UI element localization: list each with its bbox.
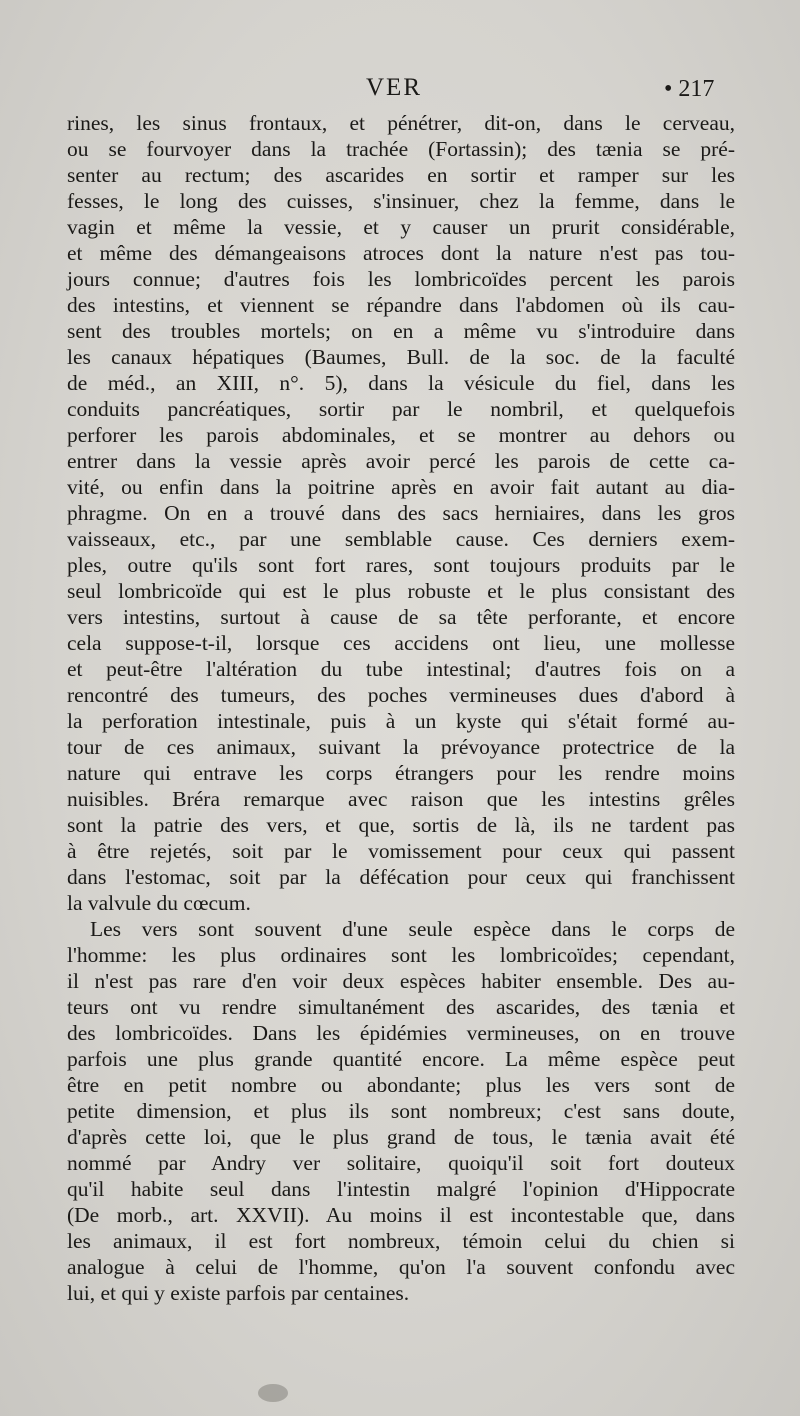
text-line: et même des démangeaisons atroces dont la nature n'est pas tou-	[67, 241, 735, 265]
text-line: perforer les parois abdominales, et se montrer au dehors ou	[67, 423, 735, 447]
text-line: vers intestins, surtout à cause de sa tête perforante, et encore	[67, 605, 735, 629]
text-line: petite dimension, et plus ils sont nombreux; c'est sans doute,	[67, 1099, 735, 1123]
text-line: les animaux, il est fort nombreux, témoin celui du chien si	[67, 1229, 735, 1253]
text-line: des lombricoïdes. Dans les épidémies vermineuses, on en trouve	[67, 1021, 735, 1045]
text-line: sent des troubles mortels; on en a même vu s'introduire dans	[67, 319, 735, 343]
text-line: vité, ou enfin dans la poitrine après en avoir fait autant au dia-	[67, 475, 735, 499]
text-line: parfois une plus grande quantité encore. La même espèce peut	[67, 1047, 735, 1071]
text-line: tour de ces animaux, suivant la prévoyance protectrice de la	[67, 735, 735, 759]
text-line: senter au rectum; des ascarides en sortir et ramper sur les	[67, 163, 735, 187]
page-header	[0, 74, 800, 114]
text-line: les canaux hépatiques (Baumes, Bull. de la soc. de la faculté	[67, 345, 735, 369]
text-line: la perforation intestinale, puis à un kyste qui s'était formé au-	[67, 709, 735, 733]
text-line: entrer dans la vessie après avoir percé les parois de cette ca-	[67, 449, 735, 473]
text-line: la valvule du cœcum.	[67, 891, 251, 915]
text-line: il n'est pas rare d'en voir deux espèces habiter ensemble. Des au-	[67, 969, 735, 993]
text-line: nature qui entrave les corps étrangers pour les rendre moins	[67, 761, 735, 785]
text-line: rines, les sinus frontaux, et pénétrer, dit-on, dans le cerveau,	[67, 111, 735, 135]
text-line: l'homme: les plus ordinaires sont les lombricoïdes; cependant,	[67, 943, 735, 967]
text-line: ples, outre qu'ils sont fort rares, sont toujours produits par le	[67, 553, 735, 577]
text-line: cela suppose-t-il, lorsque ces accidens ont lieu, une mollesse	[67, 631, 735, 655]
text-line: qu'il habite seul dans l'intestin malgré l'opinion d'Hippocrate	[67, 1177, 735, 1201]
text-line: conduits pancréatiques, sortir par le nombril, et quelquefois	[67, 397, 735, 421]
text-line: fesses, le long des cuisses, s'insinuer, chez la femme, dans le	[67, 189, 735, 213]
text-line: être en petit nombre ou abondante; plus les vers sont de	[67, 1073, 735, 1097]
text-line: de méd., an XIII, n°. 5), dans la vésicule du fiel, dans les	[67, 371, 735, 395]
text-line: ou se fourvoyer dans la trachée (Fortassin); des tænia se pré-	[67, 137, 735, 161]
text-line: des intestins, et viennent se répandre dans l'abdomen où ils cau-	[67, 293, 735, 317]
text-line: nuisibles. Bréra remarque avec raison que les intestins grêles	[67, 787, 735, 811]
text-line: vagin et même la vessie, et y causer un prurit considérable,	[67, 215, 735, 239]
text-line: et peut-être l'altération du tube intestinal; d'autres fois on a	[67, 657, 735, 681]
paragraph-1	[67, 110, 735, 916]
text-line: vaisseaux, etc., par une semblable cause. Ces derniers exem-	[67, 527, 735, 551]
text-line: (De morb., art. XXVII). Au moins il est incontestable que, dans	[67, 1203, 735, 1227]
text-line: dans l'estomac, soit par la défécation pour ceux qui franchissent	[67, 865, 735, 889]
paragraph-2	[67, 916, 735, 1306]
page-number: • 217	[664, 76, 715, 102]
text-line: rencontré des tumeurs, des poches vermineuses dues d'abord à	[67, 683, 735, 707]
text-line: nommé par Andry ver solitaire, quoiqu'il soit fort douteux	[67, 1151, 735, 1175]
ink-smudge	[258, 1384, 288, 1402]
text-line: phragme. On en a trouvé dans des sacs herniaires, dans les gros	[67, 501, 735, 525]
running-head: VER	[366, 74, 422, 101]
text-line: analogue à celui de l'homme, qu'on l'a souvent confondu avec	[67, 1255, 735, 1279]
text-line: jours connue; d'autres fois les lombricoïdes percent les parois	[67, 267, 735, 291]
text-line: teurs ont vu rendre simultanément des ascarides, des tænia et	[67, 995, 735, 1019]
text-line: seul lombricoïde qui est le plus robuste et le plus consistant des	[67, 579, 735, 603]
text-line: à être rejetés, soit par le vomissement pour ceux qui passent	[67, 839, 735, 863]
text-line: lui, et qui y existe parfois par centaines.	[67, 1281, 410, 1305]
body-text	[67, 110, 735, 1306]
text-line: sont la patrie des vers, et que, sortis de là, ils ne tardent pas	[67, 813, 735, 837]
text-line: d'après cette loi, que le plus grand de tous, le tænia avait été	[67, 1125, 735, 1149]
text-line: Les vers sont souvent d'une seule espèce dans le corps de	[90, 917, 735, 941]
